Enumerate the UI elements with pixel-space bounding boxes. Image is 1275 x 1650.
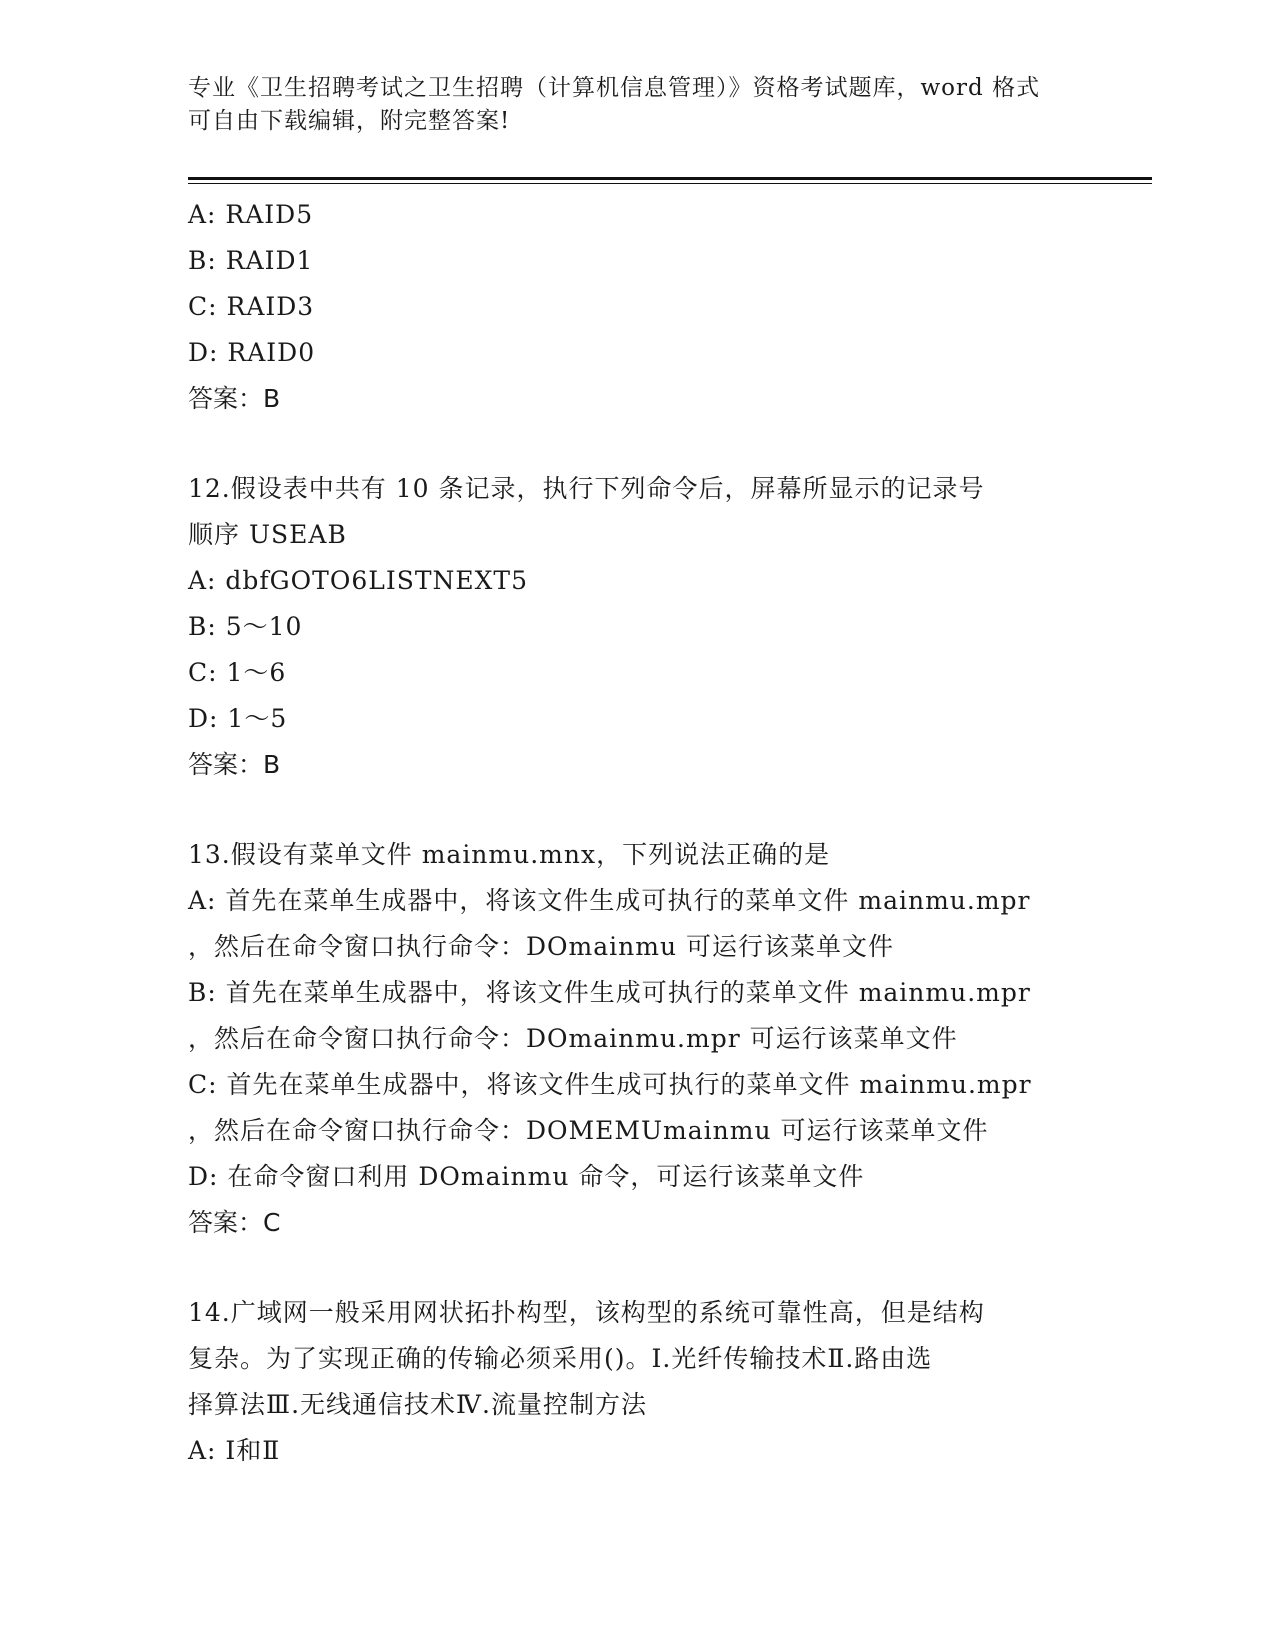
- question-12: [188, 466, 1088, 788]
- option-a: A: dbfGOTO6LISTNEXT5: [188, 566, 529, 595]
- question-list: [188, 192, 1088, 1474]
- header-rule-thick: [188, 177, 1152, 180]
- spacer: [188, 422, 1088, 466]
- question-stem: 14.广域网一般采用网状拓扑构型，该构型的系统可靠性高，但是结构: [188, 1298, 985, 1327]
- answer: 答案：B: [188, 750, 281, 779]
- question-stem: 13.假设有菜单文件 mainmu.mnx，下列说法正确的是: [188, 840, 831, 869]
- option-a-continued: ，然后在命令窗口执行命令：DOmainmu 可运行该菜单文件: [188, 932, 895, 961]
- option-b: B: 5～10: [188, 612, 303, 641]
- option-d: D: 1～5: [188, 704, 288, 733]
- option-b: B: 首先在菜单生成器中，将该文件生成可执行的菜单文件 mainmu.mpr: [188, 978, 1031, 1007]
- option-c: C: RAID3: [188, 292, 315, 321]
- document-header: [188, 72, 1068, 138]
- option-c: C: 首先在菜单生成器中，将该文件生成可执行的菜单文件 mainmu.mpr: [188, 1070, 1032, 1099]
- option-d: D: RAID0: [188, 338, 316, 367]
- question-stem: 择算法Ⅲ.无线通信技术Ⅳ.流量控制方法: [188, 1390, 647, 1419]
- answer: 答案：C: [188, 1208, 281, 1237]
- answer: 答案：B: [188, 384, 281, 413]
- option-c-continued: ，然后在命令窗口执行命令：DOMEMUmainmu 可运行该菜单文件: [188, 1116, 989, 1145]
- option-a: A: RAID5: [188, 200, 314, 229]
- header-rule-thin: [188, 183, 1152, 184]
- question-11: [188, 192, 1088, 422]
- spacer: [188, 788, 1088, 832]
- header-line-1: 专业《卫生招聘考试之卫生招聘（计算机信息管理）》资格考试题库，word 格式: [188, 75, 1041, 101]
- spacer: [188, 1246, 1088, 1290]
- option-b: B: RAID1: [188, 246, 314, 275]
- question-13: [188, 832, 1088, 1246]
- question-stem: 复杂。为了实现正确的传输必须采用()。Ⅰ.光纤传输技术Ⅱ.路由选: [188, 1344, 933, 1373]
- option-a: A: Ⅰ和Ⅱ: [188, 1436, 281, 1465]
- option-a: A: 首先在菜单生成器中，将该文件生成可执行的菜单文件 mainmu.mpr: [188, 886, 1031, 915]
- option-d: D: 在命令窗口利用 DOmainmu 命令，可运行该菜单文件: [188, 1162, 865, 1191]
- option-c: C: 1～6: [188, 658, 287, 687]
- header-line-2: 可自由下载编辑，附完整答案!: [188, 108, 511, 134]
- option-b-continued: ，然后在命令窗口执行命令：DOmainmu.mpr 可运行该菜单文件: [188, 1024, 958, 1053]
- question-14: [188, 1290, 1088, 1474]
- question-stem: 12.假设表中共有 10 条记录，执行下列命令后，屏幕所显示的记录号: [188, 474, 985, 503]
- question-stem: 顺序 USEAB: [188, 520, 347, 549]
